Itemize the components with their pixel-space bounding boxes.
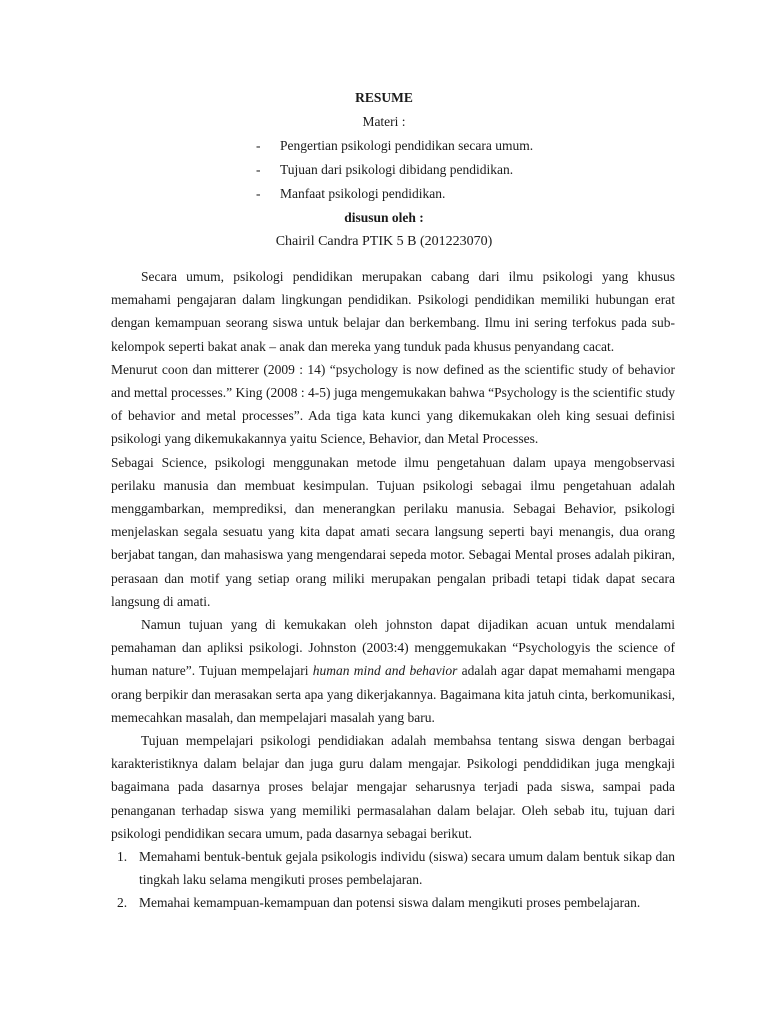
topic-item [0,134,768,158]
dash-marker: - [256,186,261,201]
list-item-text: Memahai kemampuan-kemampuan dan potensi siswa dalam mengikuti proses pembelajaran. [139,895,641,911]
document-title: RESUME [355,90,413,105]
paragraph-4 [111,613,675,729]
topic-text: Manfaat psikologi pendidikan. [280,186,446,201]
paragraph-4-text-b: adalah agar dapat memahami mengapa orang berpikir dan merasakan serta apa yang dikerjakannya. Bagaimana kita jatuh cinta, berkomunikasi, memecahkan masalah, dan mempelajari masalah yang baru. [111,663,675,725]
paragraph-5: Tujuan mempelajari psikologi pendidiakan adalah membahsa tentang siswa dengan berbagai karakteristiknya dalam belajar dan juga guru dalam mengajar. Psikologi penddidikan juga mengkaji bagaimana pada dasarnya proses belajar mengajar seharusnya terjadi pada siswa, sampai pada penanganan terhadap siswa yang memiliki permasalahan dalam belajar. Oleh sebab itu, tujuan dari psikologi pendidikan secara umum, pada dasarnya sebagai berikut. [111,733,675,841]
paragraph-3: Sebagai Science, psikologi menggunakan metode ilmu pengetahuan dalam upaya mengobservasi perilaku manusia dan membuat kesimpulan. Tujuan psikologi sebagai ilmu pengetahuan adalah menggambarkan, memprediksi, dan menerangkan perilaku manusia. Sebagai Behavior, psikologi menjelaskan segala sesuatu yang kita dapat amati secara langsung seperti bayi menangis, dua orang berjabat tangan, dan mahasiswa yang mengendarai sepeda motor. Sebagai Mental proses adalah pikiran, perasaan dan motif yang setiap orang miliki merupakan pengalan pribadi tetapi tidak dapat secara langsung di amati. [111,454,675,609]
document-body [111,265,675,915]
document-header [0,86,768,254]
list-number: 1. [117,849,128,865]
paragraph-4-text-a: Namun tujuan yang di kemukakan oleh johnston dapat dijadikan acuan untuk mendalami pemahaman dan apliksi psikologi. Johnston (2003:4) menggemukakan “Psychologyis the science of human nature”. Tujuan mempelajari [111,617,675,679]
paragraph-2: Menurut coon dan mitterer (2009 : 14) “psychology is now defined as the scientific study of behavior and mettal processes.” King (2008 : 4-5) juga mengemukakan bahwa “Psychology is the scientific study of behavior and metal processes”. Ada tiga kata kunci yang dikemukakan oleh king sesuai definisi psikologi yang dikemukakannya yaitu Science, Behavior, dan Metal Processes. [111,361,675,447]
byline-label: disusun oleh : [344,210,424,225]
topic-text: Pengertian psikologi pendidikan secara umum. [280,138,534,153]
dash-marker: - [256,138,261,153]
dash-marker: - [256,162,261,177]
numbered-list [111,845,675,915]
topic-text: Tujuan dari psikologi dibidang pendidikan. [280,162,514,177]
paragraph-1: Secara umum, psikologi pendidikan merupakan cabang dari ilmu psikologi yang khusus memahami pengajaran dalam lingkungan pendidikan. Psikologi pendidikan memiliki hubungan erat dengan kemampuan seorang siswa untuk belajar dan berkembang. Ilmu ini sering terfokus pada sub-kelompok seperti bakat anak – anak dan mereka yang tunduk pada khusus penyandang cacat. [111,269,675,354]
list-number: 2. [117,895,128,911]
list-item [111,845,675,891]
list-item-text: Memahami bentuk-bentuk gejala psikologis individu (siswa) secara umum dalam bentuk sikap dan tingkah laku selama mengikuti proses pembelajaran. [139,849,675,888]
author-line: Chairil Candra PTIK 5 B (201223070) [275,234,493,249]
list-item [111,891,675,914]
paragraph-4-italic: human mind and behavior [312,663,458,679]
topic-list [0,134,768,206]
topic-item [0,158,768,182]
topic-item [0,182,768,206]
materi-label: Materi : [362,114,406,129]
